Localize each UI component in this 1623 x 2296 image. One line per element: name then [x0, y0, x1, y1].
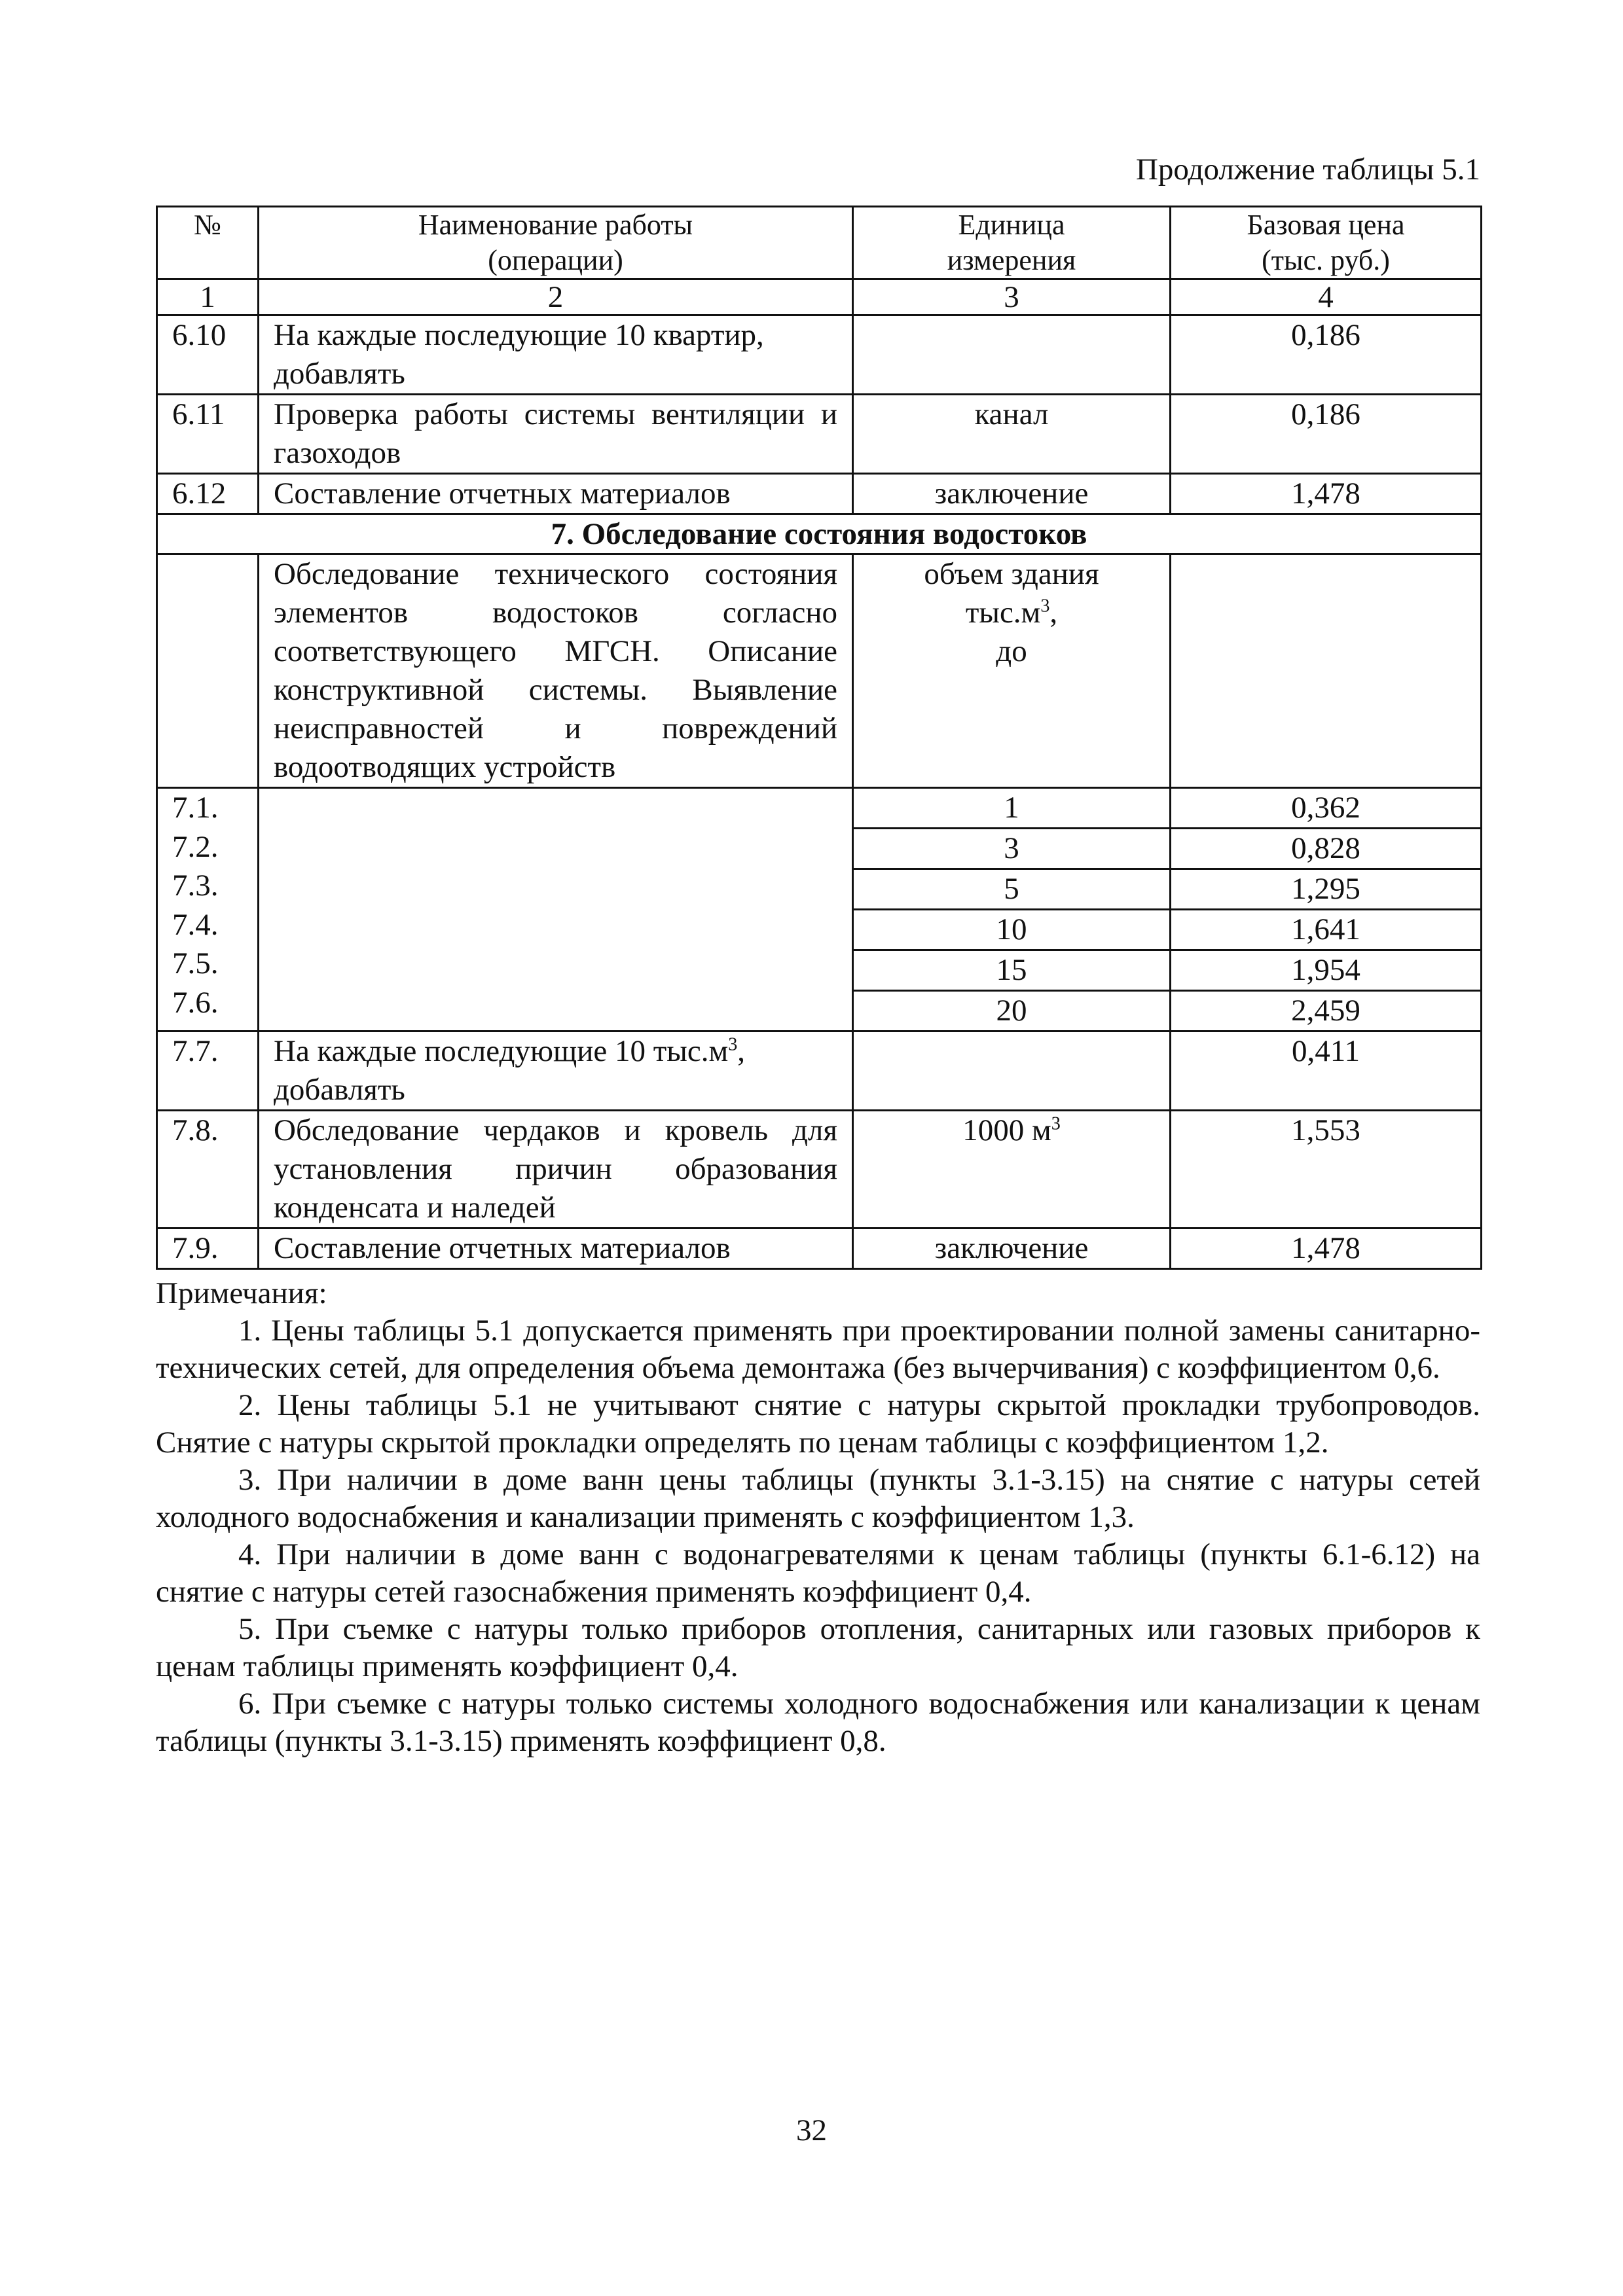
column-index: 3 [853, 279, 1171, 315]
row-price: 1,641 [1171, 910, 1482, 950]
row-unit: заключение [853, 1229, 1171, 1269]
notes-section [156, 1275, 1480, 1760]
row-unit: 1000 $м^3$ [853, 1111, 1171, 1229]
row-work-name: Обследование чердаков и кровель для установления причин образования конденсата и наледей [259, 1111, 853, 1229]
notes-title: Примечания: [156, 1276, 327, 1310]
note-item: 6. При съемке с натуры только системы холодного водоснабжения или канализации к ценам таблицы (пункты 3.1-3.15) применять коэффициент 0,8. [156, 1687, 1480, 1758]
group-7-blank-name [259, 788, 853, 1031]
table-header-row [157, 207, 1482, 279]
header-unit: Единица измерения [853, 207, 1171, 279]
row-price: 0,828 [1171, 829, 1482, 869]
row-price: 1,553 [1171, 1111, 1482, 1229]
column-index-row [157, 279, 1482, 315]
row-unit: канал [853, 395, 1171, 474]
row-number: 7.9. [157, 1229, 259, 1269]
note-item: 2. Цены таблицы 5.1 не учитывают снятие с натуры скрытой прокладки трубопроводов. Снятие с натуры скрытой прокладки определять по ценам таблицы с коэффициентом 1,2. [156, 1388, 1480, 1460]
row-work-name: Составление отчетных материалов [259, 474, 853, 514]
table-row [157, 315, 1482, 395]
row-price: 1,478 [1171, 474, 1482, 514]
column-index: 4 [1171, 279, 1482, 315]
row-volume: 10 [853, 910, 1171, 950]
row-number: 7.7. [157, 1031, 259, 1111]
table-row [157, 788, 1482, 829]
row-work-name: На каждые последующие 10 $тыс.м^3$, добавлять [259, 1031, 853, 1111]
group-7-description-row [157, 554, 1482, 788]
group-7-work-name: Обследование технического состояния элементов водостоков согласно соответствующего МГСН. Описание конструктивной системы. Выявление неисправностей и повреждений водоотводящих устройств [259, 554, 853, 788]
row-number: 7.8. [157, 1111, 259, 1229]
section-7-header [157, 514, 1482, 554]
table-row [157, 1031, 1482, 1111]
row-price: 2,459 [1171, 991, 1482, 1031]
row-volume: 5 [853, 869, 1171, 910]
table-continuation-label: Продолжение таблицы 5.1 [1135, 152, 1480, 187]
note-item: 1. Цены таблицы 5.1 допускается применять при проектировании полной замены санитарно-технических сетей, для определения объема демонтажа (без вычерчивания) с коэффициентом 0,6. [156, 1314, 1480, 1385]
row-price: 1,295 [1171, 869, 1482, 910]
header-work-name: Наименование работы (операции) [259, 207, 853, 279]
table-row [157, 474, 1482, 514]
column-index: 1 [157, 279, 259, 315]
row-number [157, 554, 259, 788]
header-number: № [157, 207, 259, 279]
group-7-numbers: 7.1. 7.2. 7.3. 7.4. 7.5. 7.6. [157, 788, 259, 1031]
row-price: 0,186 [1171, 395, 1482, 474]
row-volume: 1 [853, 788, 1171, 829]
table-row [157, 395, 1482, 474]
row-number: 6.12 [157, 474, 259, 514]
price-table [156, 206, 1482, 1270]
table-row [157, 1229, 1482, 1269]
section-title: 7. Обследование состояния водостоков [157, 514, 1482, 554]
row-number: 6.10 [157, 315, 259, 395]
row-unit [853, 1031, 1171, 1111]
row-work-name: Составление отчетных материалов [259, 1229, 853, 1269]
note-item: 3. При наличии в доме ванн цены таблицы (пункты 3.1-3.15) на снятие с натуры сетей холодного водоснабжения и канализации применять с коэффициентом 1,3. [156, 1463, 1480, 1534]
row-volume: 15 [853, 950, 1171, 991]
table-row [157, 1111, 1482, 1229]
row-price: 0,362 [1171, 788, 1482, 829]
row-work-name: На каждые последующие 10 квартир, добавлять [259, 315, 853, 395]
row-price: 0,186 [1171, 315, 1482, 395]
row-price: 0,411 [1171, 1031, 1482, 1111]
header-base-price: Базовая цена (тыс. руб.) [1171, 207, 1482, 279]
row-unit: заключение [853, 474, 1171, 514]
row-price: 1,954 [1171, 950, 1482, 991]
row-price: 1,478 [1171, 1229, 1482, 1269]
group-7-unit: объем здания $тыс.м^3$, до [853, 554, 1171, 788]
row-unit [853, 315, 1171, 395]
column-index: 2 [259, 279, 853, 315]
note-item: 4. При наличии в доме ванн с водонагревателями к ценам таблицы (пункты 6.1-6.12) на снятие с натуры сетей газоснабжения применять коэффициент 0,4. [156, 1537, 1480, 1609]
note-item: 5. При съемке с натуры только приборов отопления, санитарных или газовых приборов к ценам таблицы применять коэффициент 0,4. [156, 1612, 1480, 1683]
row-work-name: Проверка работы системы вентиляции и газоходов [259, 395, 853, 474]
row-price [1171, 554, 1482, 788]
row-volume: 3 [853, 829, 1171, 869]
row-volume: 20 [853, 991, 1171, 1031]
row-number: 6.11 [157, 395, 259, 474]
page-number: 32 [796, 2113, 827, 2147]
